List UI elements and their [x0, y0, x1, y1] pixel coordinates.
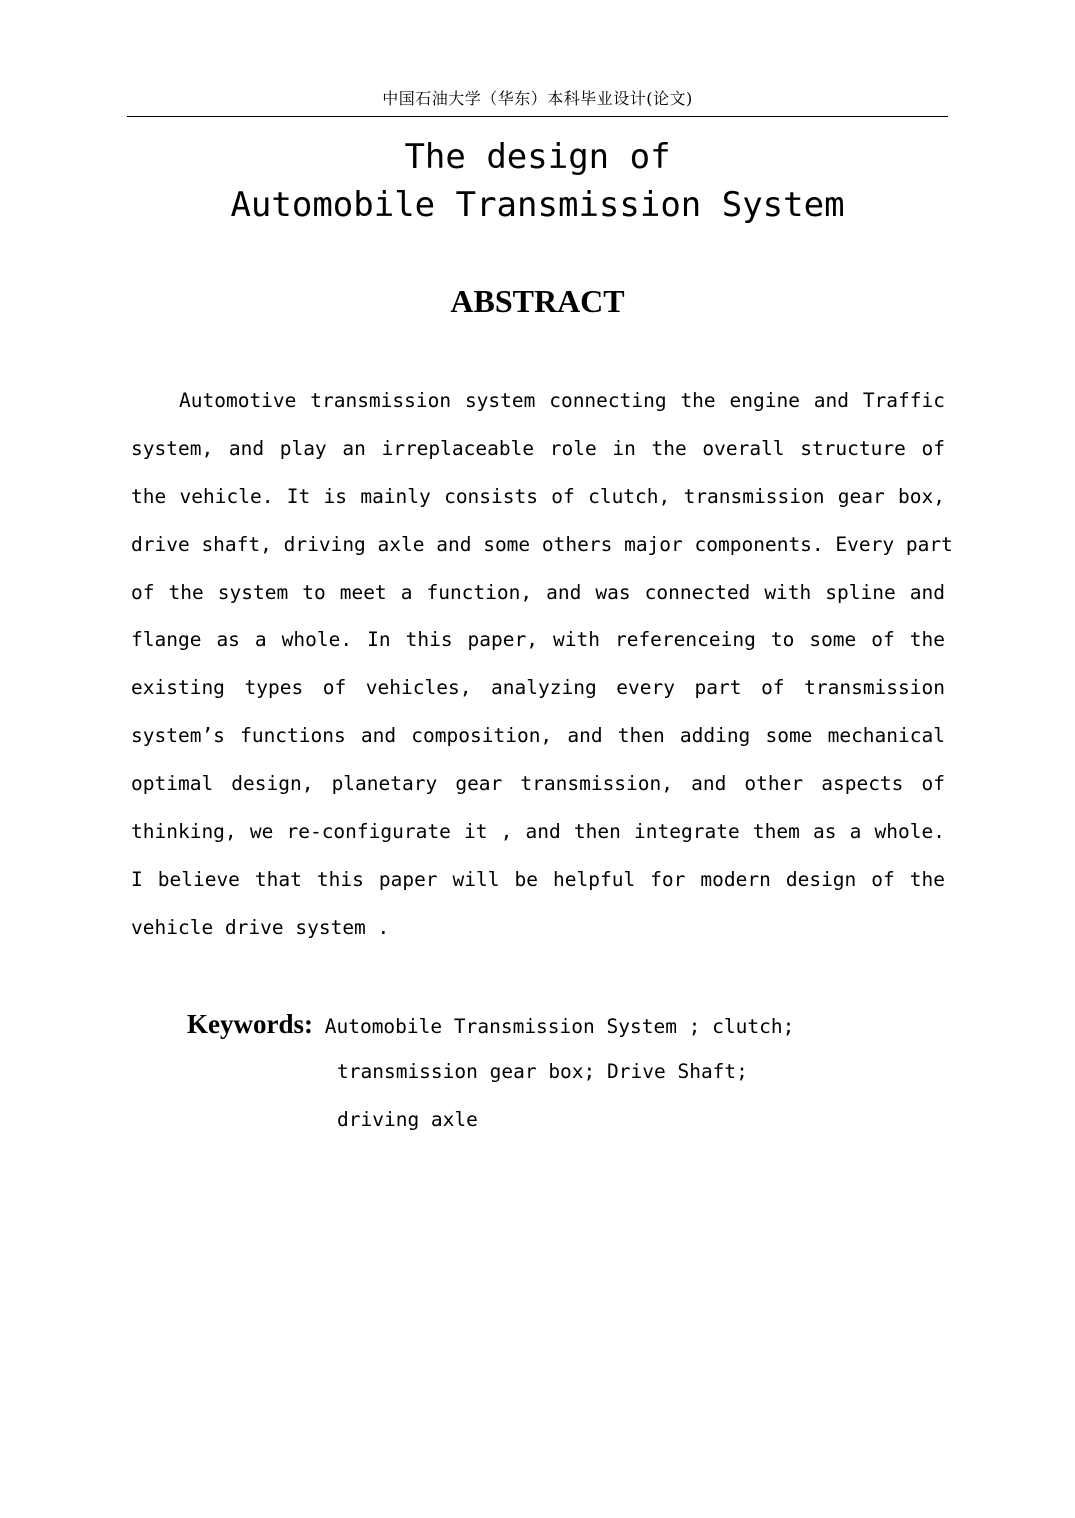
title-line-1: The design of	[404, 137, 671, 177]
keywords-row	[187, 1048, 947, 1096]
abstract-line: the vehicle. It is mainly consists of clutch, transmission gear box,	[131, 484, 945, 508]
keywords-block	[187, 1000, 947, 1144]
abstract-heading: ABSTRACT	[450, 283, 625, 319]
abstract-line: flange as a whole. In this paper, with referenceing to some of the	[131, 628, 945, 652]
abstract-line: vehicle drive system .	[131, 915, 390, 939]
abstract-line: system’s functions and composition, and then adding some mechanical	[131, 724, 945, 748]
running-header: 中国石油大学（华东）本科毕业设计(论文)	[382, 89, 693, 108]
title-line-2: Automobile Transmission System	[230, 185, 845, 225]
abstract-line: I believe that this paper will be helpful for modern design of the	[131, 867, 945, 891]
abstract-line: system, and play an irreplaceable role in the overall structure of	[131, 436, 945, 460]
keywords-line: transmission gear box; Drive Shaft;	[337, 1060, 748, 1083]
header-rule	[127, 116, 948, 117]
keywords-row	[187, 1096, 947, 1144]
keywords-label: Keywords:	[187, 1009, 313, 1039]
abstract-line: thinking, we re-configurate it , and then integrate them as a whole.	[131, 820, 945, 844]
abstract-line: optimal design, planetary gear transmission, and other aspects of	[131, 772, 945, 796]
abstract-line: Automotive transmission system connecting the engine and Traffic	[179, 389, 945, 412]
keywords-line: driving axle	[337, 1108, 478, 1131]
keywords-line: Automobile Transmission System ; clutch;	[324, 1015, 795, 1038]
abstract-line: of the system to meet a function, and was connected with spline and	[131, 580, 945, 604]
abstract-line: drive shaft, driving axle and some others major components. Every part	[131, 532, 953, 556]
abstract-body	[131, 377, 953, 952]
abstract-line: existing types of vehicles, analyzing every part of transmission	[131, 676, 945, 700]
keywords-row	[187, 1000, 947, 1048]
